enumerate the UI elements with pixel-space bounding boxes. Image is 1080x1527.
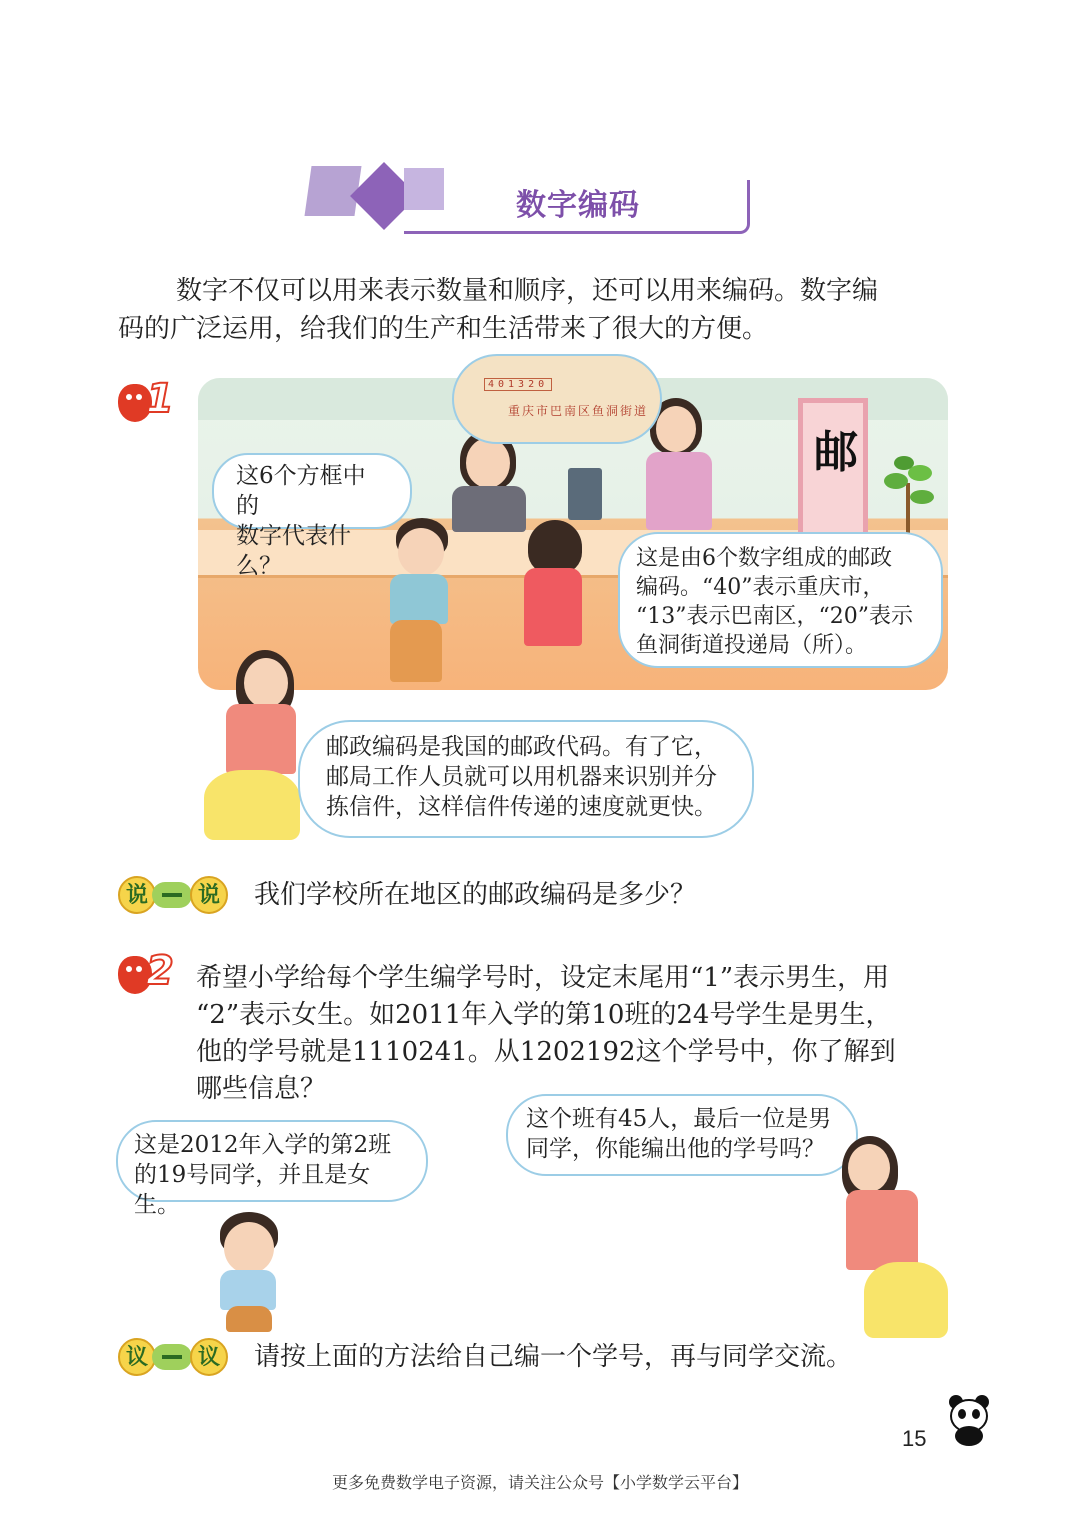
boy-figure [398,528,444,576]
plant-icon [878,453,938,533]
envelope-address: 重庆市巴南区鱼洞街道 [508,404,649,418]
envelope-postcode: 401320 [484,378,552,391]
speech-bubble-boy: 这6个方框中的 数字代表什么？ [212,453,412,529]
exercise-number: 2 [146,948,174,994]
shuo-question: 我们学校所在地区的邮政编码是多少？ [254,880,697,910]
post-office-sign: 邮 [814,427,858,478]
envelope-cloud-bubble [452,354,662,444]
panda-icon [944,1392,994,1448]
decor-square [304,166,361,216]
speech-bubble-teacher-2: 这个班有45人，最后一位是男 同学，你能编出他的学号吗？ [506,1094,858,1176]
connector-icon [152,1344,192,1370]
yi-prompt: 请按上面的方法给自己编一个学号，再与同学交流。 [254,1342,853,1372]
speech-bubble-mother: 这是由6个数字组成的邮政 编码。“40”表示重庆市， “13”表示巴南区，“20”表示 鱼洞街道投递局（所）。 [618,532,943,668]
shuo-yi-shuo-label: 说 说 [118,876,230,916]
yi-yi-yi-label: 议 议 [118,1338,230,1378]
teacher-figure-2 [848,1144,890,1192]
computer-monitor [568,468,602,520]
clerk-figure [466,438,510,488]
girl-figure [524,568,582,646]
speech-bubble-teacher: 邮政编码是我国的邮政代码。有了它， 邮局工作人员就可以用机器来识别并分 拣信件，这样信件传递的速度就更快。 [298,720,754,838]
exercise-1-marker [118,378,184,428]
footer-note: 更多免费数学电子资源，请关注公众号【小学数学云平台】 [331,1473,748,1492]
intro-line-1: 数字不仅可以用来表示数量和顺序，还可以用来编码。数字编 [176,276,879,306]
page-number: 15 [902,1426,927,1451]
page-title: 数字编码 [516,188,640,223]
student-boy-figure [224,1222,274,1274]
exercise-2-text: 希望小学给每个学生编学号时，设定末尾用“1”表示男生，用 “2”表示女生。如2011年入学的第10班的24号学生是男生， 他的学号就是1110241。从1202192这个学号中，你了解到 哪些信息？ [196,963,896,1104]
section-title-banner [308,160,753,240]
intro-line-2: 码的广泛运用，给我们的生产和生活带来了很大的方便。 [118,314,769,344]
mother-figure [656,406,696,452]
exercise-2-marker [118,950,184,1000]
teacher-figure [244,658,288,708]
exercise-number: 1 [146,376,174,422]
speech-bubble-student: 这是2012年入学的第2班 的19号同学，并且是女生。 [116,1120,428,1202]
connector-icon [152,882,192,908]
